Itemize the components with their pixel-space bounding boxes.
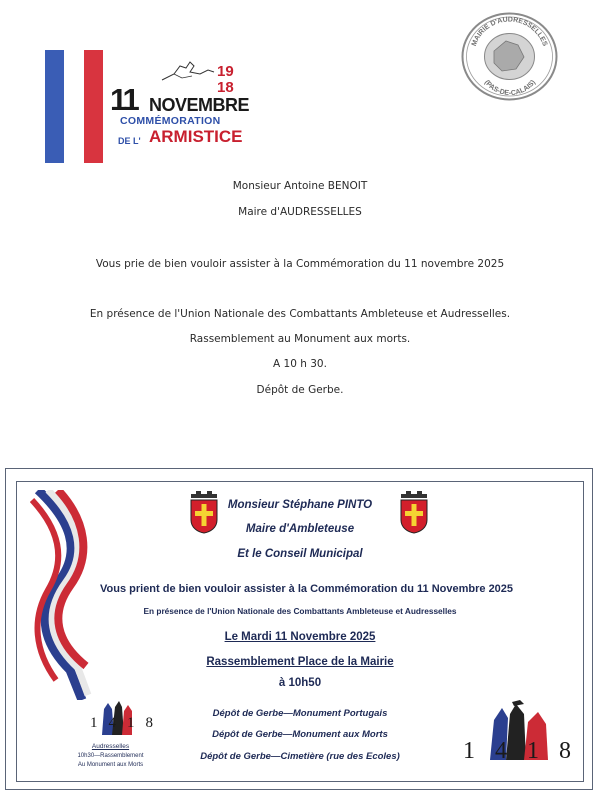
letter-wreath: Dépôt de Gerbe.	[256, 384, 344, 396]
letter-time: A 10 h 30.	[273, 358, 327, 370]
large-logo-year-right: 18	[527, 738, 591, 764]
armistice-logo	[110, 60, 250, 150]
letter-gathering: Rassemblement au Monument aux morts.	[189, 333, 411, 345]
large-logo-years	[463, 738, 591, 765]
logo-month: NOVEMBRE	[149, 95, 250, 115]
card-host-name: Monsieur Stéphane PINTO	[227, 499, 373, 511]
small-logo-year-left: 14	[90, 715, 127, 731]
sender-title: Maire d'AUDRESSELLES	[238, 206, 362, 218]
stamp-text-top: MAIRIE D'AUDRESSELLES	[470, 16, 549, 48]
card-host-title: Maire d'Ambleteuse	[245, 523, 355, 535]
logo-de-l: DE L'	[118, 136, 141, 146]
card-wreath-2: Dépôt de Gerbe—Monument aux Morts	[212, 729, 388, 740]
letter-invitation: Vous prie de bien vouloir assister à la Commémoration du 11 novembre 2025	[95, 258, 505, 270]
card-council: Et le Conseil Municipal	[237, 548, 363, 560]
small-logo-year-right: 18	[127, 715, 164, 731]
card-gathering: Rassemblement Place de la Mairie	[206, 656, 394, 668]
logo-day: 11	[110, 82, 137, 117]
card-wreath-3: Dépôt de Gerbe—Cimetière (rue des Ecoles)	[200, 751, 400, 762]
town-hall-stamp	[460, 11, 559, 102]
logo-year-bottom: 18	[217, 79, 234, 96]
card-wreath-1: Dépôt de Gerbe—Monument Portugais	[212, 708, 388, 719]
small-logo-caption-line2: Au Monument aux Morts	[77, 762, 144, 768]
card-time: à 10h50	[278, 677, 322, 689]
large-logo-year-left: 14	[463, 738, 527, 764]
tricolor-flag	[45, 50, 103, 163]
card-presence: En présence de l'Union Nationale des Combattants Ambleteuse et Audresselles	[143, 606, 457, 616]
svg-text:(PAS-DE-CALAIS)	[483, 79, 537, 97]
small-logo-caption-title: Audresselles	[91, 743, 130, 750]
logo-commemoration: COMMÉMORATION	[120, 115, 221, 127]
logo-armistice: ARMISTICE	[149, 127, 243, 146]
logo-year-top: 19	[217, 63, 234, 80]
tricolor-ribbon-icon	[30, 490, 92, 700]
card-invitation: Vous prient de bien vouloir assister à la Commémoration du 11 Novembre 2025	[100, 583, 514, 595]
sender-name: Monsieur Antoine BENOIT	[232, 180, 368, 192]
card-date: Le Mardi 11 Novembre 2025	[224, 631, 376, 643]
hand-icon	[160, 60, 218, 84]
letter-presence: En présence de l'Union Nationale des Combattants Ambleteuse et Audresselles.	[89, 308, 511, 320]
stamp-text-bottom: (PAS-DE-CALAIS)	[482, 79, 538, 98]
small-logo-caption-line1: 10h30—Rassemblement	[77, 753, 144, 759]
small-logo-years	[90, 715, 164, 732]
